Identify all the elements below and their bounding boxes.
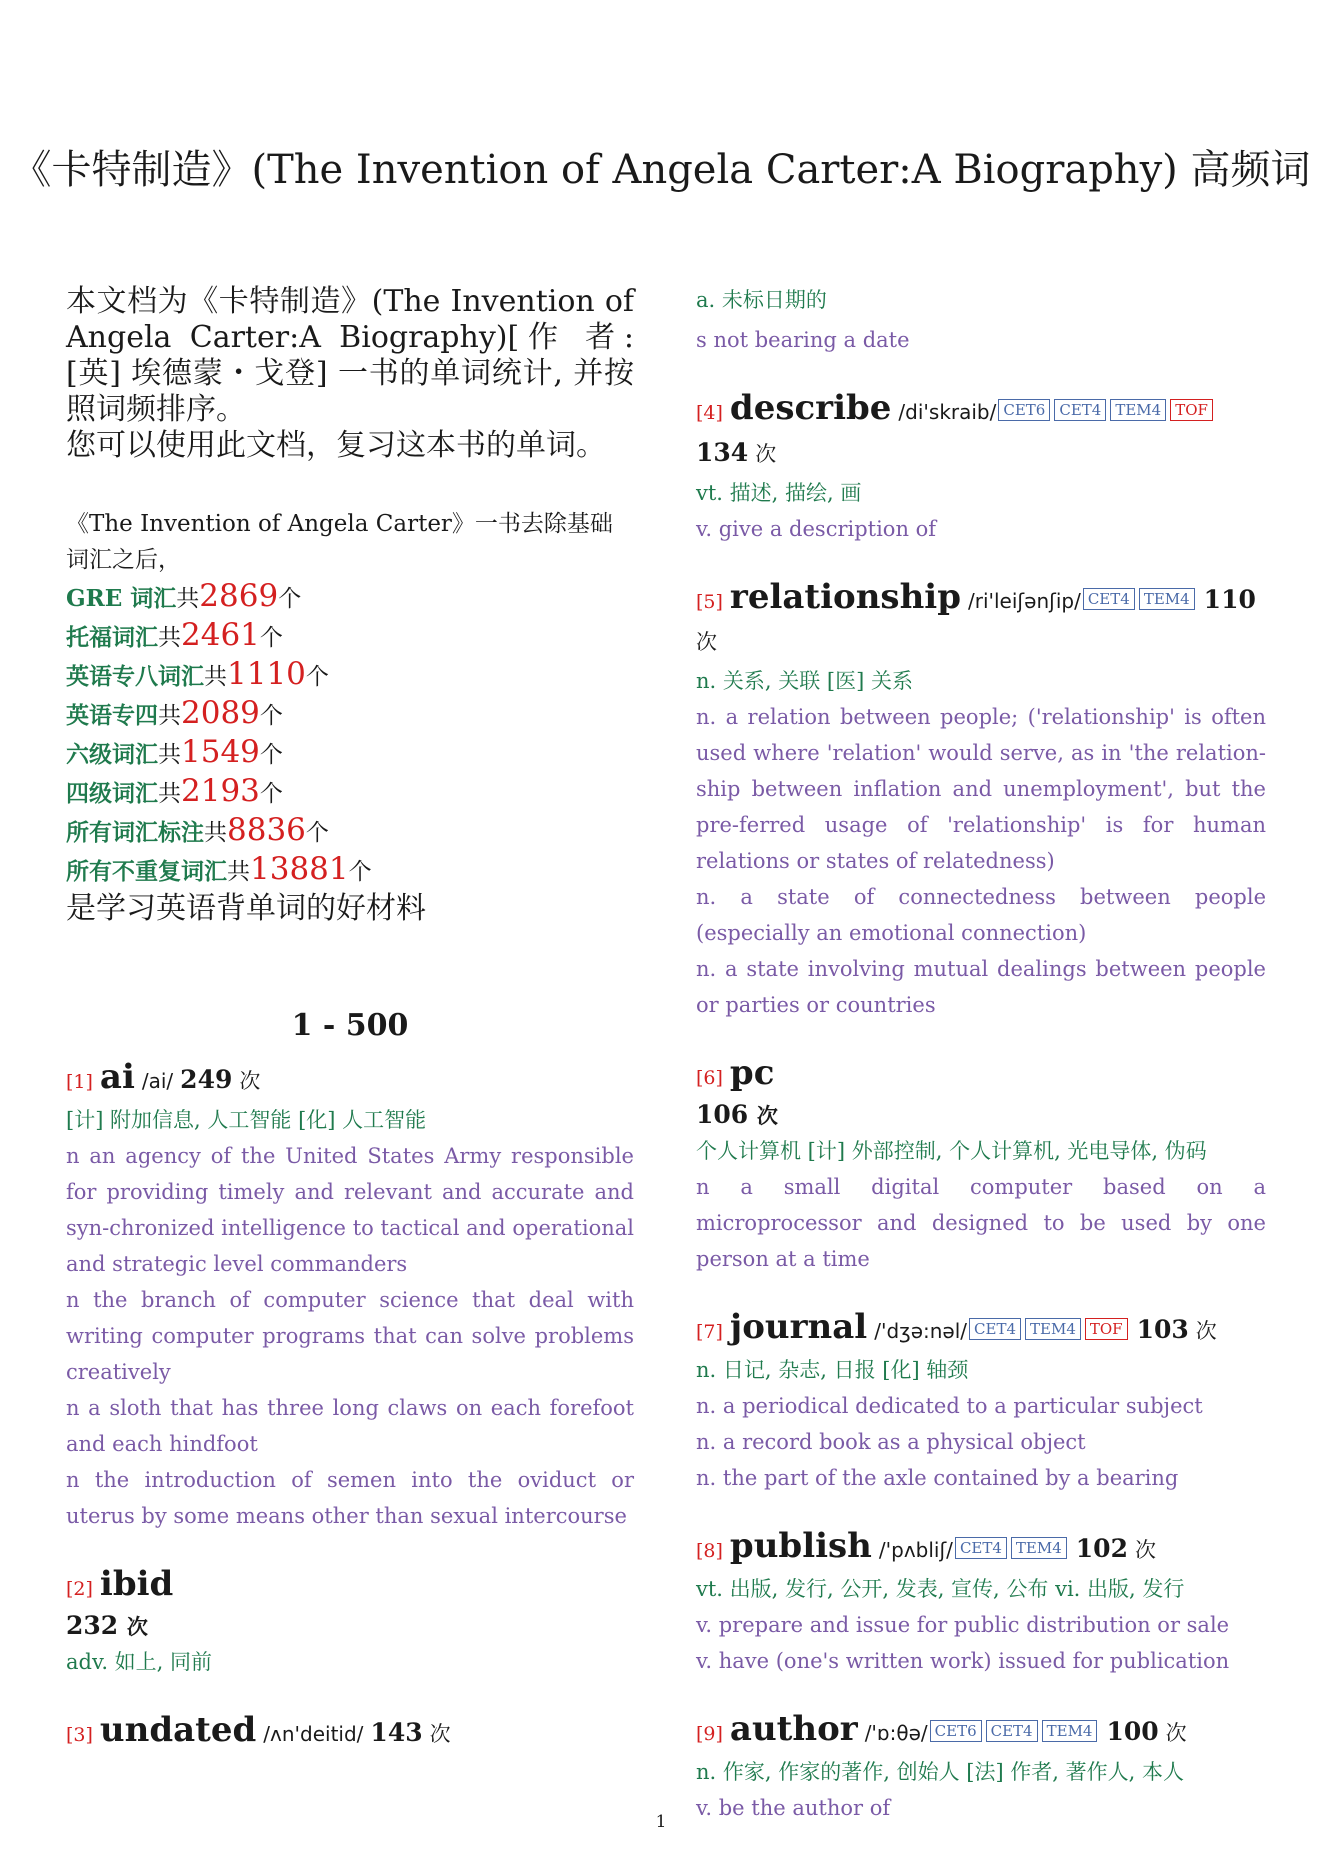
frequency: 106 <box>696 1100 749 1129</box>
level-tag: TEM4 <box>1110 399 1166 421</box>
headword: author <box>729 1709 858 1749</box>
intro-line: 您可以使用此文档，复习这本书的单词。 <box>66 428 606 463</box>
stat-label: 英语专四 <box>66 702 158 729</box>
times-label: 次 <box>239 1069 261 1093</box>
entry-chinese: 个人计算机 [计] 外部控制, 个人计算机, 光电导体, 伪码 <box>696 1139 1207 1163</box>
stat-line <box>66 851 634 890</box>
headword-line <box>66 1564 634 1609</box>
stat-label: GRE 词汇 <box>66 585 177 612</box>
headword: ai <box>99 1057 135 1097</box>
frequency-line <box>66 1609 634 1644</box>
summary-intro: 《The Invention of Angela Carter》一书去除基础词汇之后， <box>66 511 613 573</box>
times-label: 次 <box>755 442 777 466</box>
frequency: 103 <box>1136 1315 1189 1344</box>
entry-index: [9] <box>696 1723 723 1745</box>
closing-line: 是学习英语背单词的好材料 <box>66 891 426 926</box>
phonetic: /ai/ <box>141 1069 174 1093</box>
level-tag: TOF <box>1170 399 1213 421</box>
stat-number: 2193 <box>181 773 260 809</box>
stat-line <box>66 617 634 656</box>
phonetic: /'dʒə:nəl/ <box>874 1319 968 1343</box>
times-label: 次 <box>429 1722 451 1746</box>
stat-unit: 个 <box>259 781 283 807</box>
stat-label: 所有词汇标注 <box>66 819 204 846</box>
headword: undated <box>99 1710 257 1750</box>
frequency: 100 <box>1106 1717 1159 1746</box>
entry-index: [8] <box>696 1540 723 1562</box>
entry-chinese: n. 日记, 杂志, 日报 [化] 轴颈 <box>696 1358 969 1382</box>
headword: pc <box>729 1053 775 1093</box>
right-column <box>696 282 1266 1856</box>
entry-chinese: adv. 如上, 同前 <box>66 1650 213 1674</box>
intro-line: 本文档为《卡特制造》(The Invention of Angela Carter:A Biography)[作 者: [英] 埃德蒙・戈登] 一书的单词统计, 并按照词频排序。 <box>66 284 634 427</box>
entry-index: [1] <box>66 1071 93 1093</box>
stat-mid: 共 <box>204 664 227 690</box>
frequency: 143 <box>370 1718 423 1747</box>
stat-unit: 个 <box>259 742 283 768</box>
entries-left <box>66 1057 634 1755</box>
entry-index: [2] <box>66 1578 93 1600</box>
level-tag: CET6 <box>998 399 1050 421</box>
entry-english: n a sloth that has three long claws on each forefoot and each hindfoot <box>66 1396 634 1456</box>
entry-index: [6] <box>696 1067 723 1089</box>
stat-label: 所有不重复词汇 <box>66 858 227 885</box>
entry-chinese: n. 作家, 作家的著作, 创始人 [法] 作者, 著作人, 本人 <box>696 1760 1185 1784</box>
entry-english: n. a periodical dedicated to a particular subject <box>696 1394 1203 1418</box>
entries-right <box>696 388 1266 1826</box>
word-entry <box>696 1709 1266 1826</box>
entry-english: n. a state involving mutual dealings between people or parties or countries <box>696 957 1266 1017</box>
stat-line <box>66 734 634 773</box>
stat-unit: 个 <box>259 625 283 651</box>
level-tag: TOF <box>1085 1318 1128 1340</box>
phonetic: /di'skraib/ <box>898 400 997 424</box>
stat-mid: 共 <box>158 703 181 729</box>
level-tag: TEM4 <box>1042 1720 1098 1742</box>
stat-number: 2089 <box>181 695 260 731</box>
headword-line <box>66 1710 634 1755</box>
word-entry <box>696 388 1266 547</box>
intro <box>66 284 634 464</box>
headword-line <box>696 1526 1266 1571</box>
phonetic: /'ɒ:θə/ <box>864 1721 928 1745</box>
entry-english: n. a relation between people; ('relationship' is often used where 'relation' would serve, as in 'the relation-ship between inflation and unemployment', but the pre-ferred usage of 'relationship' is for human relations or states of relatedness) <box>696 705 1266 873</box>
entry-index: [7] <box>696 1321 723 1343</box>
page-title: 《卡特制造》(The Invention of Angela Carter:A Biography) 高频词 <box>11 147 1311 193</box>
headword: journal <box>729 1307 868 1347</box>
entry-english: n. a state of connectedness between people (especially an emotional connection) <box>696 885 1266 945</box>
stat-number: 1110 <box>227 656 306 692</box>
entry-english: n. the part of the axle contained by a bearing <box>696 1466 1179 1490</box>
stat-number: 2461 <box>181 617 260 653</box>
frequency: 134 <box>696 438 749 467</box>
entry-english: n the introduction of semen into the oviduct or uterus by some means other than sexual intercourse <box>66 1468 634 1528</box>
level-tag: CET6 <box>930 1720 982 1742</box>
level-tag: TEM4 <box>1139 588 1195 610</box>
word-entry <box>66 1564 634 1680</box>
stat-mid: 共 <box>176 586 200 612</box>
headword-line <box>66 1057 634 1102</box>
entry-english: n the branch of computer science that deal with writing computer programs that can solve problems creatively <box>66 1288 634 1384</box>
stat-line <box>66 656 634 695</box>
entry-english: v. be the author of <box>696 1796 891 1820</box>
phonetic: /ri'leiʃənʃip/ <box>967 589 1081 613</box>
times-label: 次 <box>1165 1721 1187 1745</box>
word-entry <box>696 577 1266 1023</box>
page-number: 1 <box>655 1812 667 1832</box>
word-entry <box>66 1710 634 1755</box>
entry-english: n a small digital computer based on a microprocessor and designed to be used by one person at a time <box>696 1175 1266 1271</box>
frequency: 102 <box>1075 1534 1128 1563</box>
times-label: 次 <box>1134 1538 1156 1562</box>
level-tag: TEM4 <box>1025 1318 1081 1340</box>
headword-line <box>696 1709 1266 1754</box>
entry-english: n an agency of the United States Army responsible for providing timely and relevant and accurate and syn-chronized intelligence to tactical and operational and strategic level commanders <box>66 1144 634 1276</box>
stat-unit: 个 <box>305 820 329 846</box>
entry-english: s not bearing a date <box>696 328 910 352</box>
word-entry <box>696 1526 1266 1679</box>
stat-mid: 共 <box>204 820 227 846</box>
level-tag: CET4 <box>969 1318 1021 1340</box>
left-column <box>66 284 634 1785</box>
stat-unit: 个 <box>278 586 302 612</box>
word-entry <box>66 1057 634 1534</box>
phonetic: /'pʌbliʃ/ <box>878 1538 953 1562</box>
headword-line <box>696 577 1266 663</box>
frequency: 232 <box>66 1611 119 1640</box>
headword-line <box>696 388 1266 475</box>
stat-number: 13881 <box>250 851 349 887</box>
stat-line <box>66 812 634 851</box>
entry-continuation <box>696 282 1266 358</box>
stat-line <box>66 773 634 812</box>
summary <box>66 506 634 928</box>
stat-unit: 个 <box>348 859 372 885</box>
times-label: 次 <box>696 630 717 654</box>
entry-english: v. have (one's written work) issued for publication <box>696 1649 1230 1673</box>
level-tag: CET4 <box>1083 588 1135 610</box>
stat-mid: 共 <box>227 859 250 885</box>
word-entry <box>696 1053 1266 1277</box>
entry-chinese: [计] 附加信息, 人工智能 [化] 人工智能 <box>66 1108 427 1132</box>
stat-number: 8836 <box>227 812 306 848</box>
entry-index: [4] <box>696 402 723 424</box>
entry-chinese: a. 未标日期的 <box>696 288 827 312</box>
stat-label: 四级词汇 <box>66 780 158 807</box>
headword-line <box>696 1053 1266 1098</box>
headword: publish <box>729 1526 872 1566</box>
headword: describe <box>729 388 892 428</box>
times-label: 次 <box>126 1614 148 1639</box>
stat-mid: 共 <box>158 625 181 651</box>
level-tag: CET4 <box>955 1537 1007 1559</box>
range-heading: 1 - 500 <box>291 1008 409 1043</box>
stat-number: 1549 <box>181 734 260 770</box>
level-tag: TEM4 <box>1011 1537 1067 1559</box>
stat-unit: 个 <box>305 664 329 690</box>
headword: ibid <box>99 1564 174 1604</box>
frequency-line <box>696 1098 1266 1133</box>
stat-label: 六级词汇 <box>66 741 158 768</box>
word-entry <box>696 1307 1266 1496</box>
times-label: 次 <box>1195 1319 1217 1343</box>
stat-label: 托福词汇 <box>66 624 158 651</box>
entry-english: n. a record book as a physical object <box>696 1430 1086 1454</box>
stat-number: 2869 <box>199 578 279 614</box>
entry-chinese: vt. 出版, 发行, 公开, 发表, 宣传, 公布 vi. 出版, 发行 <box>696 1577 1185 1601</box>
stat-line <box>66 695 634 734</box>
stat-mid: 共 <box>158 742 181 768</box>
headword: relationship <box>729 577 961 617</box>
stat-mid: 共 <box>158 781 181 807</box>
stats-list <box>66 578 634 890</box>
entry-english: v. prepare and issue for public distribution or sale <box>696 1613 1230 1637</box>
entry-index: [5] <box>696 591 723 613</box>
level-tag: CET4 <box>986 1720 1038 1742</box>
level-tag: CET4 <box>1054 399 1106 421</box>
stat-label: 英语专八词汇 <box>66 663 204 690</box>
entry-chinese: n. 关系, 关联 [医] 关系 <box>696 669 913 693</box>
entry-english: v. give a description of <box>696 517 937 541</box>
times-label: 次 <box>756 1103 778 1128</box>
stat-unit: 个 <box>259 703 283 729</box>
frequency: 110 <box>1203 585 1256 614</box>
entry-index: [3] <box>66 1724 93 1746</box>
phonetic: /ʌn'deitid/ <box>263 1722 364 1746</box>
headword-line <box>696 1307 1266 1352</box>
entry-chinese: vt. 描述, 描绘, 画 <box>696 481 862 505</box>
frequency: 249 <box>180 1065 233 1094</box>
stat-line <box>66 578 634 617</box>
